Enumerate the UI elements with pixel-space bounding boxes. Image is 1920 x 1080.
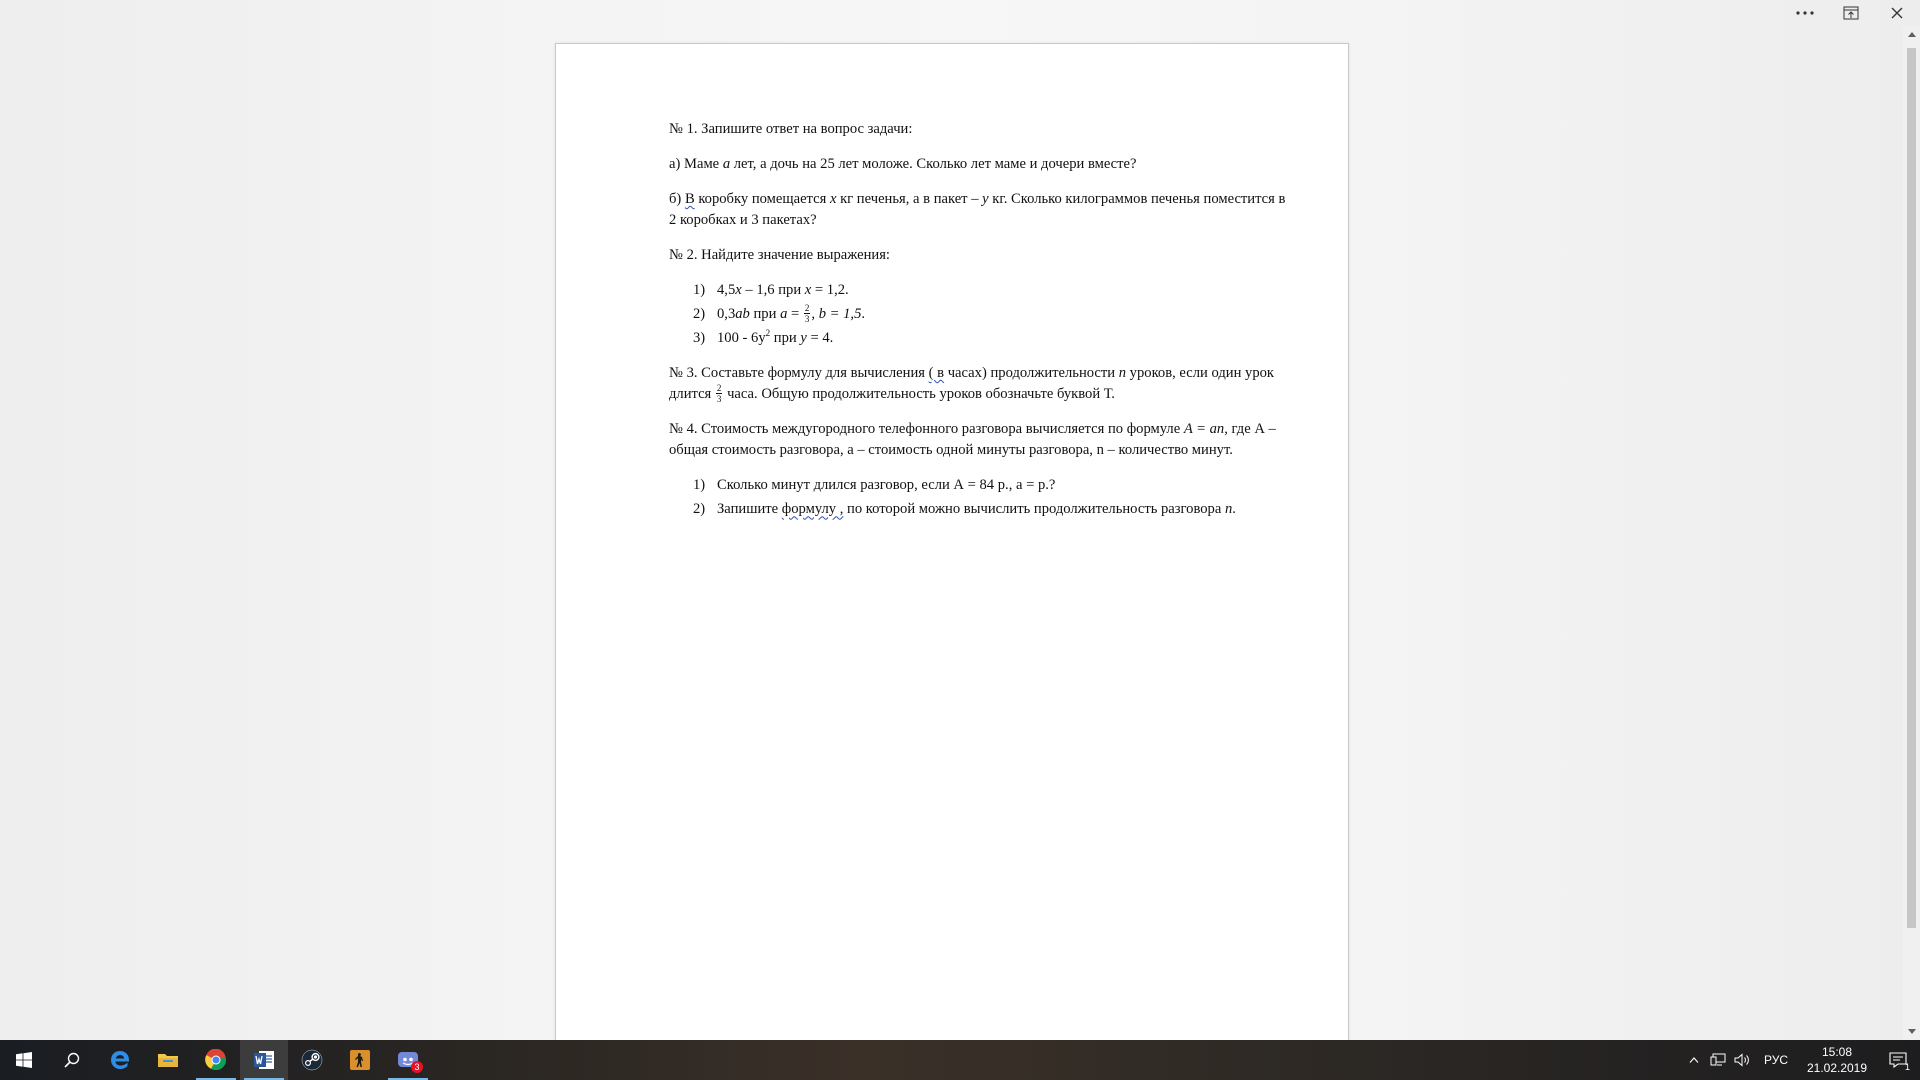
scrollbar-thumb[interactable] [1907,48,1916,928]
task3: № 3. Составьте формулу для вычисления ( в часах) продолжительности n уроков, если один урок длится $\frac{2}{3}$ часа. Общую продолжительность уроков обозначьте буквой Т. [669,365,1275,405]
list-item: 2) Запишите формулу , по которой можно вычислить продолжительность разговора n. [693,501,1236,518]
fraction: $\frac{2}{3}$ [804,303,810,325]
task2-heading: № 2. Найдите значение выражения: [669,247,890,263]
action-center-button[interactable] [1876,1040,1920,1080]
file-explorer-icon [157,1051,179,1069]
word-icon [253,1050,275,1070]
speaker-icon [1734,1053,1750,1067]
task4: № 4. Стоимость междугородного телефонного разговора вычисляется по формуле A = an, где А – общая стоимость разговора, а – стоимость одной минуты разговора, n – количество минут. [669,421,1276,459]
vertical-scrollbar[interactable] [1903,26,1920,1040]
search-icon [64,1052,80,1068]
discord-badge: 3 [411,1061,423,1073]
taskbar [0,1040,1920,1080]
volume-button[interactable] [1730,1040,1754,1080]
close-icon [1891,7,1903,19]
chrome-icon [205,1049,227,1071]
task1-a: а) Маме a лет, а дочь на 25 лет моложе. Сколько лет маме и дочери вместе? [669,156,1137,172]
taskbar-chrome[interactable] [192,1040,240,1080]
network-icon [1710,1053,1726,1067]
chevron-up-icon [1689,1057,1699,1063]
restore-button[interactable] [1828,0,1874,26]
clock[interactable] [1798,1044,1876,1076]
chevron-up-icon [1908,32,1916,37]
chevron-down-icon [1908,1029,1916,1034]
clock-date: 21.02.2019 [1806,1061,1868,1075]
task1-heading: № 1. Запишите ответ на вопрос задачи: [669,121,913,137]
system-tray [1682,1040,1920,1080]
start-icon [16,1052,32,1068]
close-button[interactable] [1874,0,1920,26]
scroll-down-button[interactable] [1903,1023,1920,1040]
list-item: 3) $100 - 6y^2$ при y = 4. [693,328,834,347]
list-item: 1) 4,5x – 1,6 при x = 1,2. [693,282,849,298]
clock-time: 15:08 [1821,1045,1853,1059]
notification-count: 1 [1904,1062,1910,1072]
list-item: 1) Сколько минут длился разговор, если А = 84 р., а = р.? [693,477,1056,494]
taskbar-edge[interactable] [96,1040,144,1080]
more-options-button[interactable] [1782,0,1828,26]
network-button[interactable] [1706,1040,1730,1080]
spelling-mark: ( в [928,365,945,382]
restore-icon [1843,6,1859,20]
scroll-up-button[interactable] [1903,26,1920,43]
show-hidden-icons-button[interactable] [1682,1040,1706,1080]
spelling-mark: формулу , [781,501,844,518]
taskbar-discord[interactable] [384,1040,432,1080]
taskbar-steam[interactable] [288,1040,336,1080]
document-page[interactable] [555,43,1349,1044]
task4-list [669,475,1289,520]
spelling-mark: В [684,191,695,207]
steam-icon [301,1049,323,1071]
cs-game-icon [350,1050,370,1070]
start-button[interactable] [0,1040,48,1080]
task1-b: б) В коробку помещается x кг печенья, а в пакет – y кг. Сколько килограммов печенья поместится в 2 коробках и 3 пакетах? [669,191,1286,228]
document-body[interactable] [669,119,1289,534]
window-controls [1782,0,1920,26]
task2-list [669,280,1289,349]
taskbar-word[interactable] [240,1040,288,1080]
list-item: 2) 0,3ab при a = $\frac{2}{3}$ , b = 1,5. [693,303,866,325]
taskbar-file-explorer[interactable] [144,1040,192,1080]
more-icon [1795,10,1815,16]
taskbar-cs-game[interactable] [336,1040,384,1080]
edge-icon [109,1049,131,1071]
language-indicator[interactable]: РУС [1763,1053,1788,1067]
search-button[interactable] [48,1040,96,1080]
fraction: $\frac{2}{3}$ [716,383,722,405]
